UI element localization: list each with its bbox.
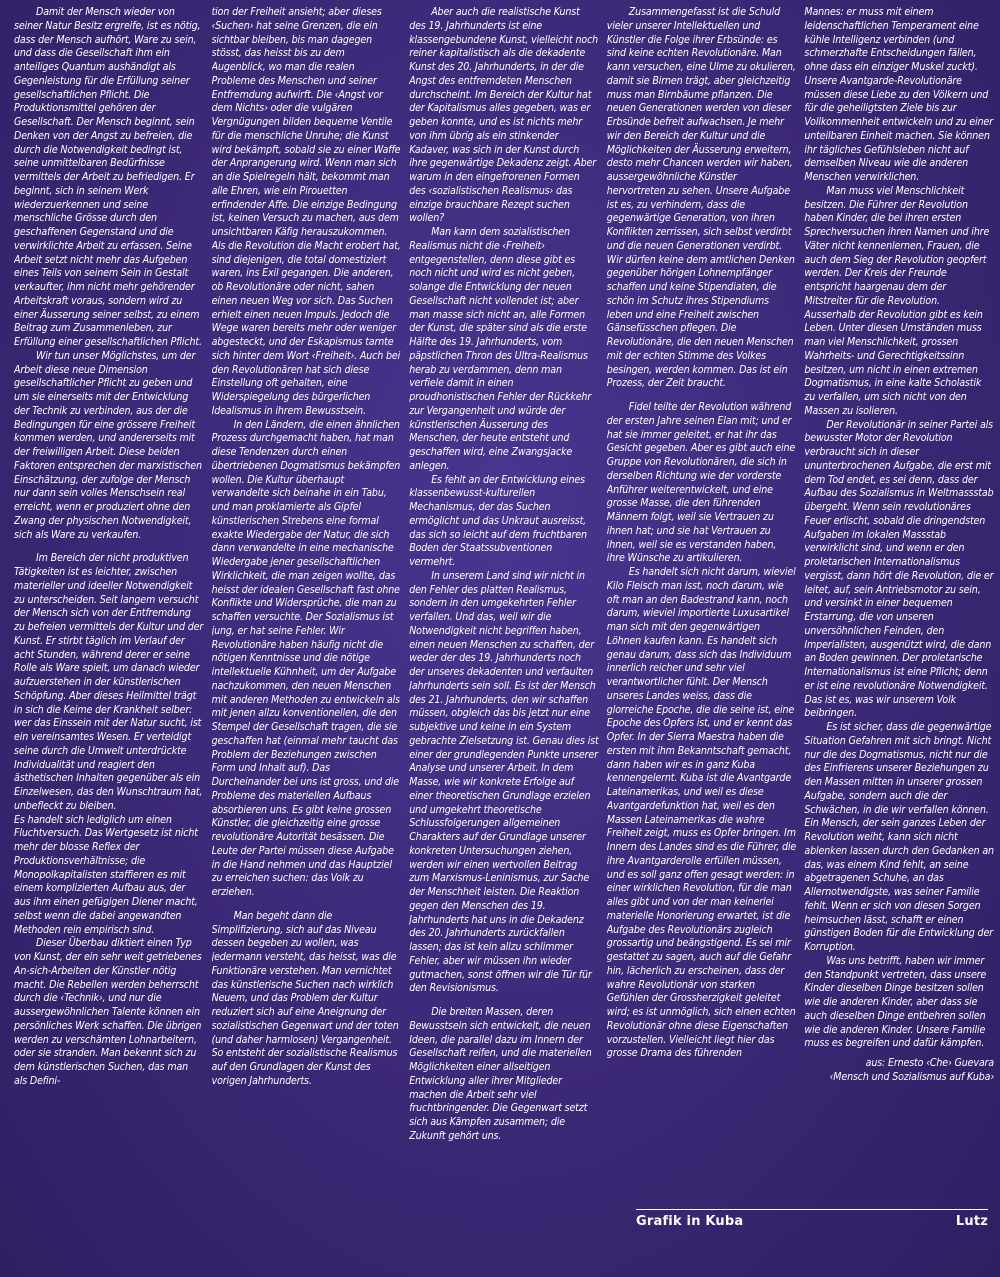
column-1 (14, 6, 204, 1204)
paragraph: In unserem Land sind wir nicht in den Fehler des platten Realismus, sondern in den umgekehrten Fehler verfallen. Und das, weil wir die Notwendigkeit nicht begriffen haben, einen neuen Menschen zu schaffen, der weder der des 19. Jahrhunderts noch der unseres dekadenten und verfaulten Jahrhunderts sein soll. Es ist der Mensch des 21. Jahrhunderts, den wir schaffen müssen, obgleich das bis jetzt nur eine subjektive und keine in ein System gebrachte Zielsetzung ist. Genau dies ist einer der grundlegenden Punkte unserer Analyse und unserer Arbeit. In dem Masse, wie wir konkrete Erfolge auf einer theoretischen Grundlage erzielen und umgekehrt theoretische Schlussfolgerungen allgemeinen Charakters auf der Grundlage unserer konkreten Untersuchungen ziehen, werden wir einen wertvollen Beitrag zum Marxismus-Leninismus, zur Sache der Menschheit leisten. Die Reaktion gegen den Menschen des 19. Jahrhunderts hat uns in die Dekadenz des 20. Jahrhunderts zurückfallen lassen; das ist kein allzu schlimmer Fehler, aber wir müssen ihn wieder gutmachen, sonst öffnen wir die Tür für den Revisionismus. (409, 569, 599, 995)
paragraph: Fidel teilte der Revolution während der ersten Jahre seinen Elan mit; und er hat sie immer geleitet, er hat ihr das Gesicht gegeben. Aber es gibt auch eine Gruppe von Revolutionären, die sich in derselben Richtung wie der vorderste Anführer weiterentwickelt, und eine grosse Masse, die den führenden Männern folgt, weil sie Vertrauen zu ihnen hat; und sie hat Vertrauen zu ihnen, weil sie es verstanden haben, ihre Wünsche zu artikulieren. (606, 401, 796, 565)
column-4 (607, 6, 797, 1204)
source-author: aus: Ernesto ‹Che› Guevara (865, 1057, 994, 1069)
column-2 (212, 6, 402, 1204)
source-title: ‹Mensch und Sozialismus auf Kuba› (829, 1070, 994, 1083)
footer-rule (636, 1209, 988, 1210)
column-5 (804, 6, 994, 1204)
paragraph: Man kann dem sozialistischen Realismus nicht die ‹Freiheit› entgegenstellen, denn diese gibt es noch nicht und wird es nicht geben, solange die Entwicklung der neuen Gesellschaft nicht vollendet ist; aber man masse sich nicht an, alle Formen der Kunst, die später sind als die erste Hälfte des 19. Jahrhunderts, vom päpstlichen Thron des Ultra-Realismus herab zu verdammen, denn man verfiele damit in einen proudhonistischen Fehler der Rückkehr zur Vergangenheit und würde der künstlerischen Äusserung des Menschen, der heute entsteht und geschaffen wird, eine Zwangsjacke anlegen. (409, 226, 592, 472)
source-attribution (804, 1057, 994, 1084)
paragraph: In den Ländern, die einen ähnlichen Prozess durchgemacht haben, hat man diese Tendenzen durch einen übertriebenen Dogmatismus bekämpfen wollen. Die Kultur überhaupt verwandelte sich beinahe in ein Tabu, und man proklamierte als Gipfel künstlerischen Strebens eine formal exakte Wiedergabe der Natur, die sich dann verwandelte in eine mechanische Wiedergabe jener gesellschaftlichen Wirklichkeit, die man zeigen wollte, das heisst der idealen Gesellschaft fast ohne Konflikte und Widersprüche, die man zu schaffen versuchte. Der Sozialismus ist jung, er hat seine Fehler. Wir Revolutionäre haben häufig nicht die nötigen Kenntnisse und die nötige intellektuelle Kühnheit, um der Aufgabe nachzukommen, den neuen Menschen mit anderen Methoden zu entwickeln als mit jenen allzu konventionellen, die den Stempel der Gesellschaft tragen, die sie geschaffen hat (einmal mehr taucht das Problem der Beziehungen zwischen Form und Inhalt auf). Das Durcheinander bei uns ist gross, und die Probleme des materiellen Aufbaus absorbieren uns. Es gibt keine grossen Künstler, die gleichzeitig eine grosse revolutionäre Autorität besässen. Die Leute der Partei müssen diese Aufgabe in die Hand nehmen und das Hauptziel zu erreichen suchen: das Volk zu erziehen. (211, 418, 401, 898)
paragraph: Aber auch die realistische Kunst des 19. Jahrhunderts ist eine klassengebundene Kunst, vielleicht noch reiner kapitalistisch als die dekadente Kunst des 20. Jahrhunderts, in der die Angst des entfremdeten Menschen durchscheint. Im Bereich der Kultur hat der Kapitalismus alles gegeben, was er geben konnte, und es ist nichts mehr von ihm übrig als ein stinkender Kadaver, was sich in der Kunst durch ihre gegenwärtige Dekadenz zeigt. Aber warum in den eingefrorenen Formen des ‹sozialistischen Realismus› das einzige brauchbare Rezept suchen wollen? (409, 6, 599, 225)
paragraph: Es fehlt an der Entwicklung eines klassenbewusst-kulturellen Mechanismus, der das Suchen ermöglicht und das Unkraut ausreisst, das sich so leicht auf dem fruchtbaren Boden der Staatssubventionen vermehrt. (409, 473, 587, 568)
text-columns (14, 6, 994, 1204)
paragraph: Im Bereich der nicht produktiven Tätigkeiten ist es leichter, zwischen materieller und ideeller Notwendigkeit zu unterscheiden. Seit langem versucht der Mensch sich von der Entfremdung zu befreien vermittels der Kultur und der Kunst. Er stirbt täglich im Verlauf der acht Stunden, während derer er seine Rolle als Ware spielt, um danach wieder aufzuerstehen in der künstlerischen Schöpfung. Aber dieses Heilmittel trägt in sich die Keime der Krankheit selber: wer das Einssein mit der Natur sucht, ist ein vereinsamtes Wesen. Er verteidigt seine durch die Umwelt unterdrückte Individualität und reagiert den ästhetischen Inhalten gegenüber als ein Einzelwesen, das den Wunschtraum hat, unbefleckt zu bleiben. (14, 552, 204, 812)
paragraph: Man muss viel Menschlichkeit besitzen. Die Führer der Revolution haben Kinder, die bei ihren ersten Sprechversuchen ihren Namen und ihre Väter nicht kennenlernen, Frauen, die auch dem Sieg der Revolution geopfert werden. Der Kreis der Freunde entspricht haargenau dem der Mitstreiter für die Revolution. Ausserhalb der Revolution gibt es kein Leben. Unter diesen Umständen muss man viel Menschlichkeit, grossen Wahrheits- und Gerechtigkeitssinn besitzen, um nicht in einen extremen Dogmatismus, in eine kalte Scholastik zu verfallen, um sich nicht von den Massen zu isolieren. (804, 184, 990, 417)
paragraph: Dieser Überbau diktiert einen Typ von Kunst, der ein sehr weit getriebenes An-sich-Arbeiten der Künstler nötig macht. Die Rebellen werden beherrscht durch die ‹Technik›, und nur die aussergewöhnlichen Talente können ein persönliches Werk schaffen. Die übrigen werden zu verschämten Lohnarbeitern, oder sie stranden. Man bekennt sich zu dem künstlerischen Suchen, das man als Defini- (14, 937, 202, 1087)
paragraph: Damit der Mensch wieder von seiner Natur Besitz ergreife, ist es nötig, dass der Mensch aufhört, Ware zu sein, und dass die Gesellschaft ihm ein anteiliges Quantum aushändigt als Gegenleistung für die Erfüllung seiner gesellschaftlichen Pflicht. Die Produktionsmittel gehören der Gesellschaft. Der Mensch beginnt, sein Denken von der Angst zu befreien, die durch die Notwendigkeit bedingt ist, seine unmittelbaren Bedürfnisse vermittels der Arbeit zu befriedigen. Er beginnt, sich in seinem Werk wiederzuerkennen und seine menschliche Grösse durch den geschaffenen Gegenstand und die verwirklichte Arbeit zu erfassen. Seine Arbeit setzt nicht mehr das Aufgeben eines Teils von seinem Sein in Gestalt verkaufter, ihm nicht mehr gehörender Arbeitskraft voraus, sondern wird zu einer Äusserung seiner selbst, zu einem Beitrag zum Zusammenleben, zur Erfüllung einer gesellschaftlichen Pflicht. (14, 6, 202, 348)
paragraph: Was uns betrifft, haben wir immer den Standpunkt vertreten, dass unsere Kinder dieselben Dinge besitzen sollen wie die anderen Kinder, aber dass sie auch dieselben Dinge entbehren sollen wie die anderen Kinder. Unsere Familie muss es begreifen und dafür kämpfen. (804, 954, 987, 1050)
footer (636, 1214, 988, 1229)
paragraph: Wir tun unser Möglichstes, um der Arbeit diese neue Dimension gesellschaftlicher Pflicht zu geben und um sie einerseits mit der Entwicklung der Technik zu verbinden, aus der die Bedingungen für eine grössere Freiheit kommen werden, und andererseits mit der freiwilligen Arbeit. Diese beiden Faktoren entsprechen der marxistischen Einschätzung, der zufolge der Mensch nur dann sein volles Menschsein real erreicht, wenn er produziert ohne den Zwang der physischen Notwendigkeit, sich als Ware zu verkaufen. (14, 349, 202, 541)
column-3 (409, 6, 599, 1204)
paragraph: Die breiten Massen, deren Bewusstsein sich entwickelt, die neuen Ideen, die parallel dazu im Innern der Gesellschaft reifen, und die materiellen Möglichkeiten einer allseitigen Entwicklung aller ihrer Mitglieder machen die Arbeit sehr viel fruchtbringender. Die Gegenwart setzt sich aus Kämpfen zusammen; die Zukunft gehört uns. (409, 1006, 592, 1142)
paragraph: Man begeht dann die Simplifizierung, sich auf das Niveau dessen begeben zu wollen, was jedermann versteht, das heisst, was die Funktionäre verstehen. Man vernichtet das künstlerische Suchen nach wirklich Neuem, und das Problem der Kultur reduziert sich auf eine Aneignung der sozialistischen Gegenwart und der toten (und daher harmlosen) Vergangenheit. So entsteht der sozialistische Realismus auf den Grundlagen der Kunst des vorigen Jahrhunderts. (211, 909, 399, 1087)
paragraph: Der Revolutionär in seiner Partei als bewusster Motor der Revolution verbraucht sich in dieser ununterbrochenen Aufgabe, die erst mit dem Tod endet, es sei denn, dass der Aufbau des Sozialismus in Weltmassstab übergeht. Wenn sein revolutionäres Feuer erlischt, sobald die dringendsten Aufgaben im lokalen Massstab verwirklicht sind, und wenn er den proletarischen Internationalismus vergisst, dann hört die Revolution, die er leitet, auf, sein Antriebsmotor zu sein, und versinkt in einer bequemen Erstarrung, die von unseren unversöhnlichen Feinden, den Imperialisten, ausgenützt wird, die dann an Boden gewinnen. Der proletarische Internationalismus ist eine Pflicht; denn er ist eine revolutionäre Notwendigkeit. Das ist es, was wir unserem Volk beibringen. (804, 418, 994, 720)
paragraph: Es ist sicher, dass die gegenwärtige Situation Gefahren mit sich bringt. Nicht nur die des Dogmatismus, nicht nur die des Einfrierens unserer Beziehungen zu den Massen mitten in unserer grossen Aufgabe, sondern auch die der Schwächen, in die wir verfallen können. Ein Mensch, der sein ganzes Leben der Revolution weiht, kann sich nicht ablenken lassen durch den Gedanken an das, was einem Kind fehlt, an seine abgetragenen Schuhe, an das Allernotwendigste, was seiner Familie fehlt. Wenn er sich von diesen Sorgen heimsuchen lässt, schafft er einen günstigen Boden für die Entwicklung der Korruption. (804, 721, 994, 953)
footer-title: Grafik in Kuba (636, 1214, 744, 1229)
paragraph: tion der Freiheit ansieht; aber dieses ‹Suchen› hat seine Grenzen, die ein sichtbar bleiben, bis man dagegen stösst, das heisst bis zu dem Augenblick, wo man die realen Probleme des Menschen und seiner Entfremdung aufwirft. Die ‹Angst vor dem Nichts› oder die vulgären Vergnügungen bilden bequeme Ventile für die menschliche Unruhe; die Kunst wird bekämpft, sobald sie zu einer Waffe der Anprangerung wird. Wenn man sich an die Spielregeln hält, bekommt man alle Ehren, wie ein Pirouetten erfindender Affe. Die einzige Bedingung ist, keinen Versuch zu machen, aus dem unsichtbaren Käfig herauszukommen. Als die Revolution die Macht erobert hat, sind diejenigen, die total domestiziert waren, ins Exil gegangen. Die anderen, ob Revolutionäre oder nicht, sahen einen neuen Weg vor sich. Das Suchen erhielt einen neuen Impuls. Jedoch die Wege waren bereits mehr oder weniger abgesteckt, und der Eskapismus tarnte sich hinter dem Wort ‹Freiheit›. Auch bei den Revolutionären hat sich diese Einstellung oft gehalten, eine Widerspiegelung des bürgerlichen Idealismus in ihrem Bewusstsein. (211, 6, 401, 417)
paragraph: Zusammengefasst ist die Schuld vieler unserer Intellektuellen und Künstler die Folge ihrer Erbsünde: es sind keine echten Revolutionäre. Man kann versuchen, eine Ulme zu okulieren, damit sie Birnen trägt, aber gleichzeitig muss man Birnbäume pflanzen. Die neuen Generationen werden von dieser Erbsünde befreit aufwachsen. Je mehr wir den Bereich der Kultur und die Möglichkeiten der Äusserung erweitern, desto mehr Chancen werden wir haben, aussergewöhnliche Künstler hervortreten zu sehen. Unsere Aufgabe ist es, zu verhindern, dass die gegenwärtige Generation, von ihren Konflikten zerrissen, sich selbst verdirbt und die neuen Generationen verdirbt. Wir dürfen keine dem amtlichen Denken gegenüber hörigen Lohnempfänger schaffen und keine Stipendiaten, die schön im Schutz ihres Stipendiums leben und eine Freiheit zwischen Gänsefüsschen pflegen. Die Revolutionäre, die den neuen Menschen mit der echten Stimme des Volkes besingen, werden kommen. Das ist ein Prozess, der Zeit braucht. (606, 6, 796, 390)
paragraph: Es handelt sich nicht darum, wieviel Kilo Fleisch man isst, noch darum, wie oft man an den Badestrand kann, noch darum, wieviel importierte Luxusartikel man sich mit den gegenwärtigen Löhnen kaufen kann. Es handelt sich genau darum, dass sich das Individuum innerlich reicher und sehr viel verantwortlicher fühlt. Der Mensch unseres Landes weiss, dass die glorreiche Epoche, die die seine ist, eine Epoche des Opfers ist, und er kennt das Opfer. In der Sierra Maestra haben die ersten mit ihm Bekanntschaft gemacht, dann haben wir es in ganz Kuba kennengelernt. Kuba ist die Avantgarde Lateinamerikas, und weil es diese Avantgardefunktion hat, weil es den Massen Lateinamerikas die wahre Freiheit zeigt, muss es Opfer bringen. Im Innern des Landes sind es die Führer, die ihre Avantgarderolle erfüllen müssen, und es soll ganz offen gesagt werden: in einer wirklichen Revolution, für die man alles gibt und von der man keinerlei materielle Honorierung erwartet, ist die Aufgabe des Revolutionärs zugleich grossartig und beängstigend. Es sei mir gestattet zu sagen, auch auf die Gefahr hin, lächerlich zu erscheinen, dass der wahre Revolutionär von starken Gefühlen der Grossherzigkeit geleitet wird; es ist unmöglich, sich einen echten Revolutionär ohne diese Eigenschaften vorzustellen. Vielleicht liegt hier das grosse Drama des führenden (606, 566, 797, 1060)
footer-author: Lutz (955, 1214, 988, 1229)
paragraph: Es handelt sich lediglich um einen Fluchtversuch. Das Wertgesetz ist nicht mehr der blosse Reflex der Produktionsverhältnisse; die Monopolkapitalisten staffieren es mit einem komplizierten Aufbau aus, der aus ihm einen gefügigen Diener macht, selbst wenn die dabei angewandten Methoden rein empirisch sind. (14, 813, 198, 936)
paragraph: Mannes: er muss mit einem leidenschaftlichen Temperament eine kühle Intelligenz verbinden (und schmerzhafte Entscheidungen fällen, ohne dass ein einziger Muskel zuckt). Unsere Avantgarde-Revolutionäre müssen diese Liebe zu den Völkern und für die geheiligtsten Ziele bis zur Vollkommenheit entwickeln und zu einer unteilbaren Einheit machen. Sie können ihr tägliches Gefühlsleben nicht auf demselben Niveau wie die anderen Menschen verwirklichen. (804, 6, 993, 183)
